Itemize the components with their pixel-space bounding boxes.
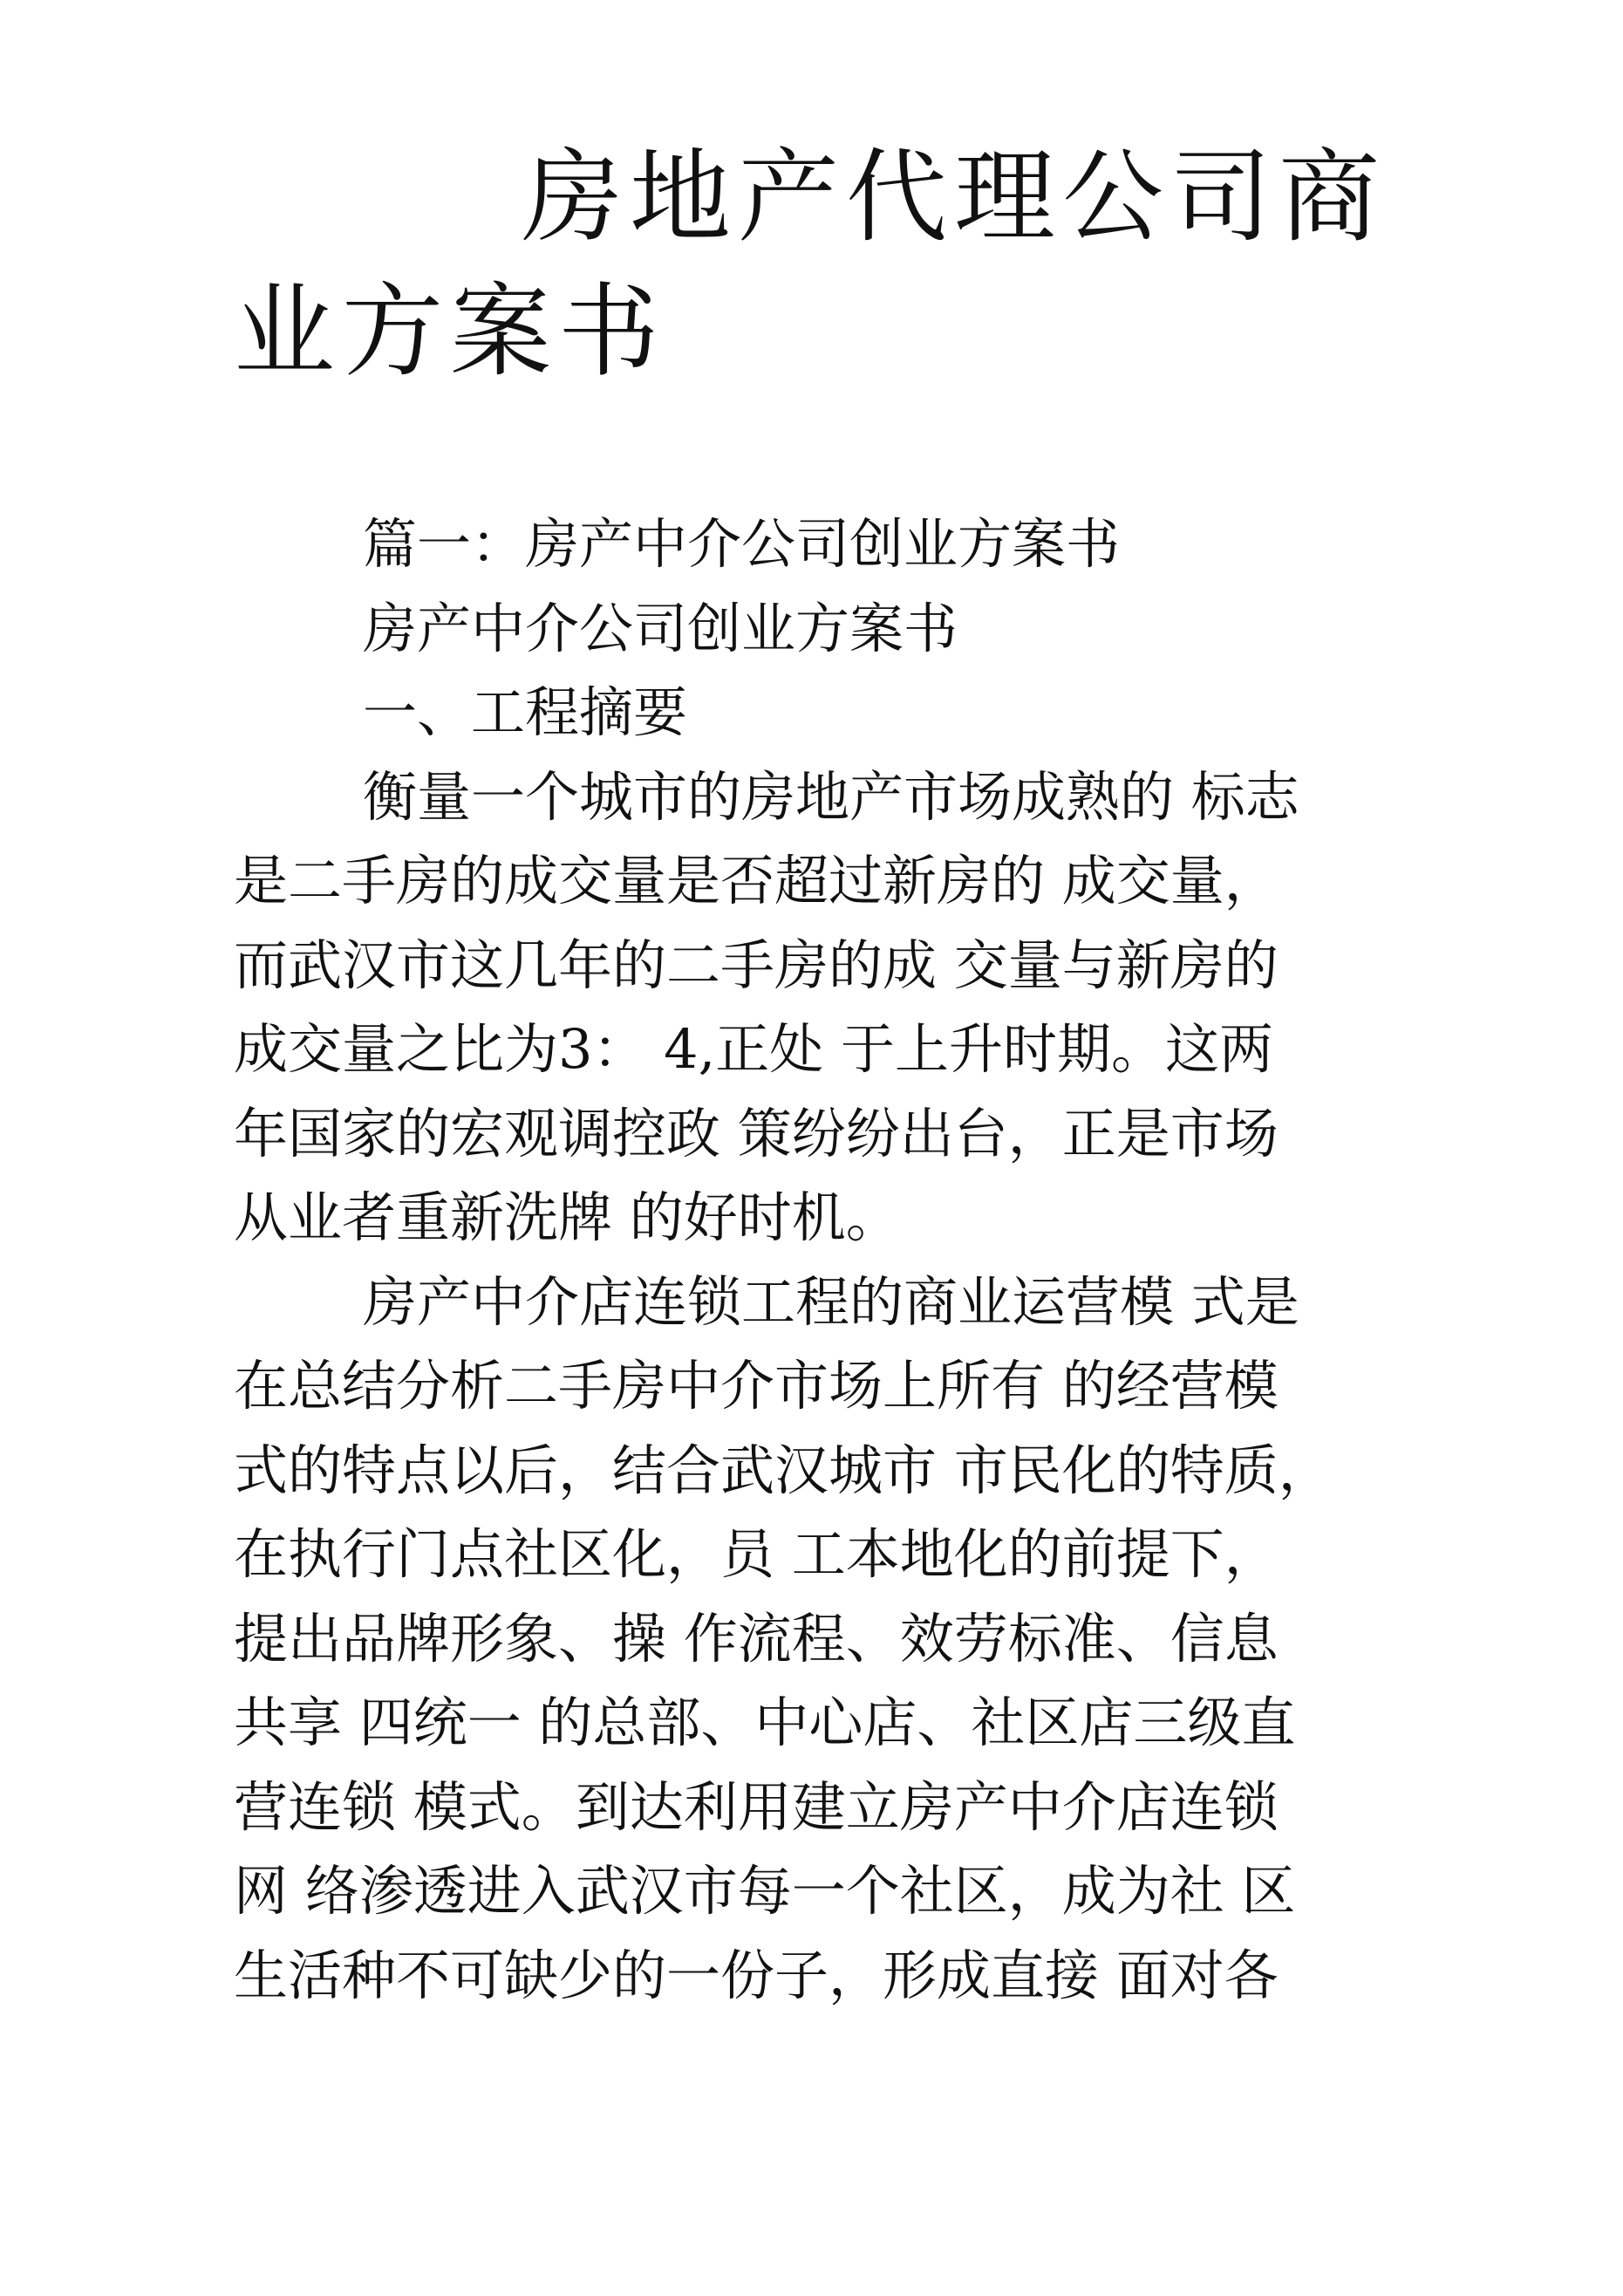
paragraph-line: 在总结分析二手房中介市场上所有 的经营模 (234, 1354, 1279, 1418)
section-heading: 篇一：房产中介公司创业方案书 (363, 512, 1121, 576)
paragraph-line: 式的特点以后，结合武汉城市 市民化的特质， (234, 1438, 1333, 1502)
paragraph-line: 在执行门点社区化，员 工本地化的前提下， (234, 1522, 1279, 1586)
paragraph-line: 年国家的宏观调控政 策纷纷出台，正是市场 (234, 1101, 1279, 1165)
paragraph-line: 共享 四统一 的总部、中心店、社区店三级直 (234, 1691, 1296, 1754)
paragraph-line: 提出品牌形象、操 作流程、效劳标准、信息 (234, 1606, 1279, 1671)
paragraph-line: 而武汉市这几年的二手房的成 交量与新房的 (234, 933, 1279, 997)
paragraph-line: 衡量一个城市的房地产市场成熟的 标志 (363, 764, 1299, 829)
document-body (234, 502, 1402, 2018)
subsection-heading: 一、工程摘要 (363, 680, 688, 744)
title-line-1: 房地产代理公司商 (522, 139, 1387, 256)
paragraph-line: 从业者重新洗牌 的好时机。 (234, 1186, 900, 1249)
paragraph-line: 营连锁 模式。到达利用建立房产中介店连锁 (234, 1774, 1279, 1839)
title-line-2: 业方案书 (234, 273, 666, 391)
paragraph-line: 成交量之比为3： 4,正处 于上升时期。这两 (234, 1017, 1274, 1081)
paragraph-line: 生活种不可缺少的一份子，形成直接 面对各 (234, 1943, 1279, 2007)
paragraph-line: 房产中介店连锁工程的商业运营模 式是 (363, 1269, 1299, 1334)
document-title (234, 131, 1402, 400)
subtitle: 房产中介公司创业方案书 (363, 596, 958, 660)
paragraph-line: 网 络渗透进入武汉市每一个社区，成为社 区 (234, 1859, 1296, 1923)
paragraph-line: 是二手房的成交量是否超过新房的 成交量， (234, 849, 1279, 912)
